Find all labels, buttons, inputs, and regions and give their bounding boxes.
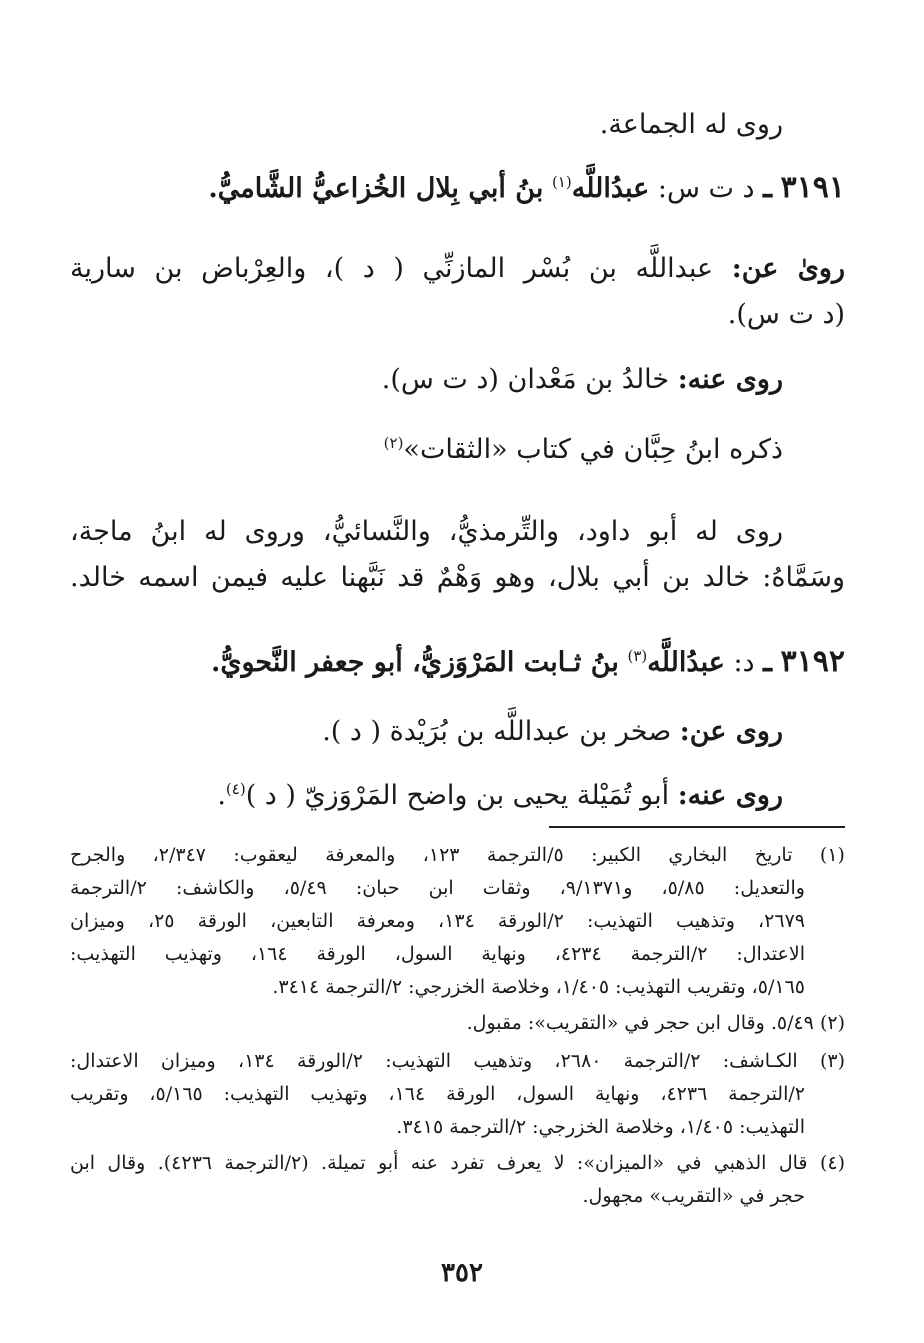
- entry-name-b: بنُ ثـابت المَرْوَزيُّ، أبو جعفر النَّحويُّ.: [210, 647, 619, 678]
- footnote-4-line2: حجر في «التقريب» مجهول.: [582, 1185, 805, 1207]
- footnote-marker: (٤): [819, 1152, 845, 1174]
- footnote-4-line1: [70, 1148, 845, 1179]
- entry-3191-paragraph-line2: وسَمَّاهُ: خالد بن أبي بلال، وهو وَهْمٌ قد نَبَّهنا عليه فيمن اسمه خالد.: [70, 562, 845, 593]
- narrated-by-text: أبو تُمَيْلة يحيى بن واضح المَرْوَزيّ ( د ): [245, 780, 670, 811]
- footnote-text: تاريخ البخاري الكبير: ٥/الترجمة ١٢٣، والمعرفة ليعقوب: ٢/٣٤٧، والجرح: [70, 844, 793, 866]
- footnote-marker-3: (٣): [627, 647, 648, 665]
- footnote-separator: [549, 826, 845, 828]
- narrated-by-end: .: [217, 780, 226, 811]
- footnote-marker-2: (٢): [383, 434, 404, 452]
- previous-entry-tail: روى له الجماعة.: [599, 109, 783, 140]
- entry-3191-heading: [70, 168, 845, 209]
- narrated-by-label: روى عنه:: [677, 364, 783, 395]
- entry-3191-narrated-by: [70, 360, 783, 400]
- entry-name-b: بنُ أبي بِلال الخُزاعيُّ الشَّاميُّ.: [208, 173, 544, 204]
- footnote-marker: (٣): [819, 1050, 845, 1072]
- footnote-1-line1: [70, 840, 845, 871]
- footnote-2-line1: [70, 1008, 845, 1039]
- narrated-from-line2: (د ت س).: [727, 299, 845, 330]
- footnote-3-line3: التهذيب: ١/٤٠٥، وخلاصة الخزرجي: ٢/الترجمة ٣٤١٥.: [396, 1116, 805, 1138]
- narrated-from-line1: عبداللَّه بن بُسْر المازنِّي ( د )، والعِرْباض بن سارية: [70, 253, 714, 284]
- entry-3191-narrated-from: [70, 249, 845, 289]
- entry-3192-narrated-by: [70, 776, 783, 816]
- footnote-text: قال الذهبي في «الميزان»: لا يعرف تفرد عنه أبو تميلة. (٢/الترجمة ٤٢٣٦). وقال ابن: [70, 1152, 808, 1174]
- entry-symbols: د:: [733, 647, 755, 678]
- footnote-3-line2: ٢/الترجمة ٤٢٣٦، ونهاية السول، الورقة ١٦٤، وتهذيب التهذيب: ٥/١٦٥، وتقريب: [70, 1083, 805, 1105]
- footnote-1-line5: ٥/١٦٥، وتقريب التهذيب: ١/٤٠٥، وخلاصة الخزرجي: ٢/الترجمة ٣٤١٤.: [272, 976, 805, 998]
- book-page: [70, 0, 845, 1343]
- entry-symbols: د ت س:: [657, 173, 755, 204]
- footnote-text: ٥/٤٩. وقال ابن حجر في «التقريب»: مقبول.: [466, 1012, 814, 1034]
- footnote-marker-4: (٤): [225, 780, 246, 798]
- entry-dash: ـ: [763, 644, 772, 679]
- entry-3191-paragraph-line1: روى له أبو داود، والتِّرمذيُّ، والنَّسائيُّ، وروى له ابنُ ماجة،: [70, 516, 783, 547]
- narrated-by-text: خالدُ بن مَعْدان (د ت س).: [381, 364, 670, 395]
- entry-name-a: عبدُاللَّه: [571, 173, 650, 204]
- footnote-1-line2: والتعديل: ٥/٨٥، و٩/١٣٧١، وثقات ابن حبان: ٥/٤٩، والكاشف: ٢/الترجمة: [70, 877, 805, 899]
- narrated-by-label: روى عنه:: [677, 780, 783, 811]
- footnote-text: الكـاشف: ٢/الترجمة ٢٦٨٠، وتذهيب التهذيب: ٢/الورقة ١٣٤، وميزان الاعتدال:: [70, 1050, 798, 1072]
- footnote-1-line3: ٢٦٧٩، وتذهيب التهذيب: ٢/الورقة ١٣٤، ومعرفة التابعين، الورقة ٢٥، وميزان: [70, 910, 805, 932]
- entry-name-a: عبدُاللَّه: [647, 647, 725, 678]
- entry-3192-narrated-from: [70, 712, 783, 752]
- page-number: ٣٥٢: [441, 1258, 483, 1288]
- entry-number: ٣١٩٢: [780, 644, 845, 679]
- entry-number: ٣١٩١: [780, 170, 845, 205]
- footnote-marker-1: (١): [551, 173, 572, 191]
- entry-dash: ـ: [763, 170, 772, 205]
- footnote-1-line4: الاعتدال: ٢/الترجمة ٤٢٣٤، ونهاية السول، الورقة ١٦٤، وتهذيب التهذيب:: [70, 943, 805, 965]
- entry-3191-mention: [70, 430, 783, 470]
- narrated-from-label: روىٰ عن:: [731, 253, 846, 284]
- mention-text: ذكره ابنُ حِبَّان في كتاب «الثقات»: [403, 434, 783, 465]
- narrated-from-text: صخر بن عبداللَّه بن بُرَيْدة ( د ).: [322, 716, 672, 747]
- narrated-from-label: روى عن:: [679, 716, 783, 747]
- footnote-marker: (١): [819, 844, 845, 866]
- entry-3192-heading: [70, 642, 845, 683]
- footnote-3-line1: [70, 1046, 845, 1077]
- footnote-marker: (٢): [819, 1012, 845, 1034]
